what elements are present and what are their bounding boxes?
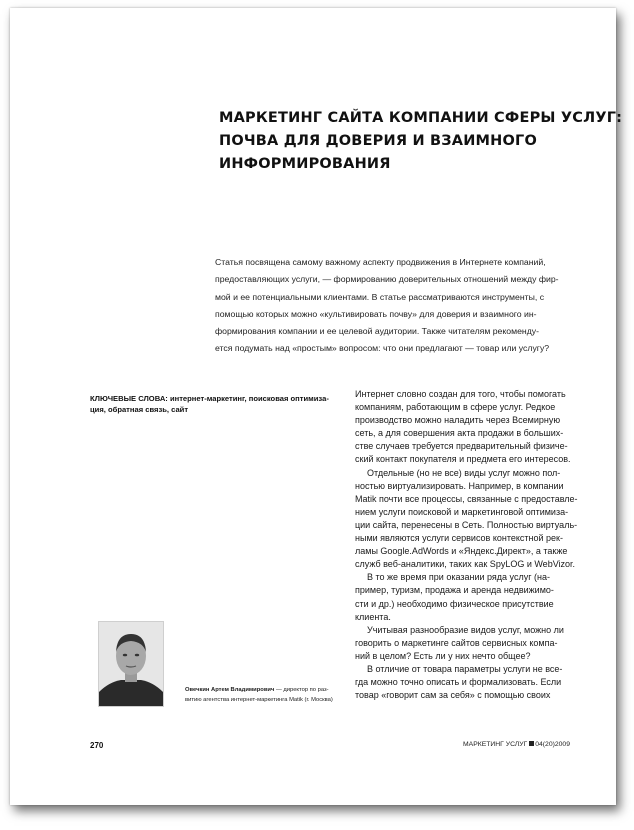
article-abstract xyxy=(215,254,587,358)
author-role: — директор по раз- xyxy=(274,687,329,693)
running-footer xyxy=(463,741,570,748)
body-line: говорить о маркетинге сайтов сервисных компа- xyxy=(355,637,558,648)
body-line: нием услуги поисковой и маркетинговой оптимиза- xyxy=(355,506,569,517)
keywords-label: КЛЮЧЕВЫЕ СЛОВА: xyxy=(90,394,168,403)
body-line: ний в целом? Есть ли у них нечто общее? xyxy=(355,650,531,661)
body-line: гда можно точно описать и формализовать. Если xyxy=(355,677,562,688)
body-line: ностью виртуализировать. Например, в компании xyxy=(355,480,564,491)
author-portrait-icon xyxy=(99,622,163,706)
body-line: В отличие от товара параметры услуги не все- xyxy=(367,663,563,674)
article-title xyxy=(219,107,623,176)
author-name: Овечкин Артем Владимирович xyxy=(185,687,275,693)
keywords-text-cont: ция, обратная связь, сайт xyxy=(90,405,189,414)
body-line: В то же время при оказании ряда услуг (на- xyxy=(367,572,550,583)
body-line: Matik почти все процессы, связанные с предоставле- xyxy=(355,493,578,504)
page-number: 270 xyxy=(90,741,104,750)
abstract-line: предоставляющих услуги, — формированию доверительных отношений между фир- xyxy=(215,274,559,285)
abstract-line: ется подумать над «простым» вопросом: что они предлагают — товар или услугу? xyxy=(215,343,550,354)
body-line: пример, туризм, продажа и аренда недвижимо- xyxy=(355,585,554,596)
title-line: ПОЧВА ДЛЯ ДОВЕРИЯ И ВЗАИМНОГО xyxy=(219,133,537,149)
body-line: ский контакт покупателя и предмета его интересов. xyxy=(355,454,571,465)
body-line: стве случаев требуется предварительный физиче- xyxy=(355,441,568,452)
body-line: компаниям, работающим в сфере услуг. Редкое xyxy=(355,402,556,413)
body-line: товар «говорит сам за себя» с помощью своих xyxy=(355,690,551,701)
title-line: МАРКЕТИНГ САЙТА КОМПАНИИ СФЕРЫ УСЛУГ: xyxy=(219,110,623,126)
body-line: сеть, а для совершения акта продажи в больших- xyxy=(355,428,564,439)
body-line: производство можно наладить через Всемирную xyxy=(355,415,561,426)
body-line: ламы Google.AdWords и «Яндекс.Директ», а также xyxy=(355,546,568,557)
title-line: ИНФОРМИРОВАНИЯ xyxy=(219,156,391,172)
body-line: Отдельные (но не все) виды услуг можно пол- xyxy=(367,467,561,478)
body-line: ции сайта, перенесены в Сеть. Полностью виртуаль- xyxy=(355,519,578,530)
journal-page xyxy=(10,8,623,805)
journal-name: МАРКЕТИНГ УСЛУГ xyxy=(463,741,528,748)
issue-number: 04(20)2009 xyxy=(535,741,570,748)
abstract-line: Статья посвящена самому важному аспекту продвижения в Интернете компаний, xyxy=(215,257,546,267)
body-line: Интернет словно создан для того, чтобы помогать xyxy=(355,389,566,399)
abstract-line: формирования компании и ее целевой аудитории. Также читателям рекоменду- xyxy=(215,326,540,337)
square-bullet-icon xyxy=(529,741,534,746)
keywords-block xyxy=(90,393,340,415)
body-line: сти и др.) необходимо физическое присутствие xyxy=(355,598,554,609)
body-line: клиента. xyxy=(355,611,391,622)
body-line: Учитывая разнообразие видов услуг, можно ли xyxy=(367,624,564,635)
keywords-text: интернет-маркетинг, поисковая оптимиза- xyxy=(167,394,329,403)
author-photo xyxy=(98,621,164,707)
abstract-line: помощью которых можно «культивировать почву» для доверия и взаимного ин- xyxy=(215,308,537,319)
abstract-line: мой и ее потенциальными клиентами. В статье рассматриваются инструменты, с xyxy=(215,291,545,302)
body-line: служб веб-аналитики, таких как SpyLOG и WebVizor. xyxy=(355,559,576,570)
article-body xyxy=(355,388,590,702)
body-line: ными являются услуги сервисов контекстной рек- xyxy=(355,533,563,544)
author-role-cont: витию агентства интернет-маркетинга Matik (г. Москва) xyxy=(185,697,333,703)
author-caption xyxy=(185,685,345,705)
